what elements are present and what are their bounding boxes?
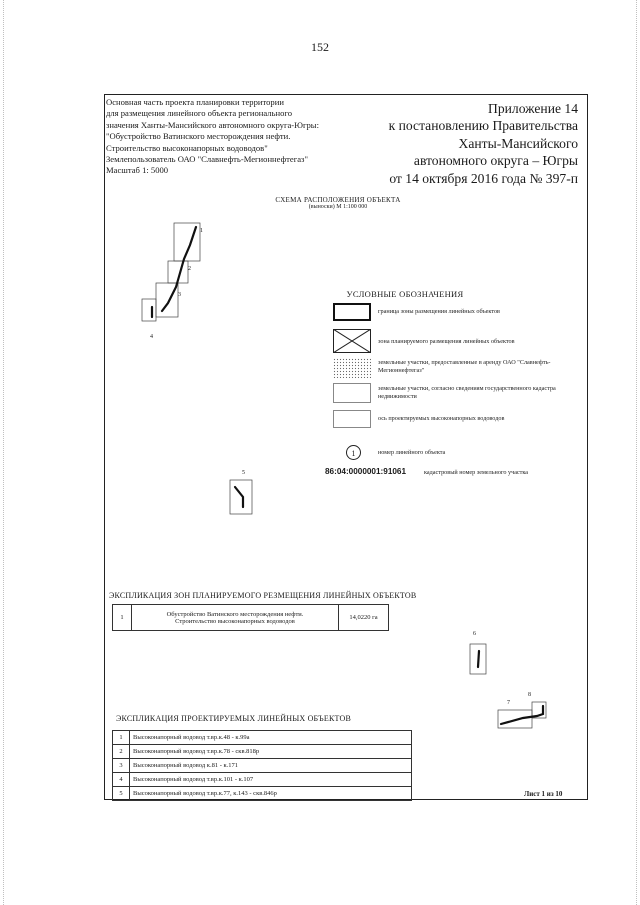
legend-text-cadastral: кадастровый номер земельного участка — [424, 469, 529, 476]
line-num: 2 — [113, 745, 130, 759]
map-label-4: 4 — [150, 334, 153, 340]
table-row — [113, 773, 412, 787]
header-line: значения Ханты-Мансийского автономного округа-Югры: — [106, 119, 319, 130]
pipeline-axis-7-8 — [501, 706, 543, 724]
legend-swatch-lease — [333, 358, 371, 378]
header-line: Строительство высоконапорных водоводов" — [106, 142, 268, 153]
line-num: 5 — [113, 787, 130, 801]
legend-object-number-sample: 1 — [346, 445, 361, 460]
zone-name — [132, 605, 339, 631]
project-header — [106, 97, 376, 177]
fragment-5-map — [229, 479, 253, 515]
header-line: для размещения линейного объекта регионального — [106, 108, 293, 119]
page-number: 152 — [311, 40, 329, 54]
table-row — [113, 605, 389, 631]
table-row — [113, 759, 412, 773]
line-name: Высоконапорный водовод т.вр.к.48 - к.99а — [130, 731, 412, 745]
line-name: Высоконапорный водовод к.81 - к.171 — [130, 759, 412, 773]
map-frame-4 — [142, 299, 156, 321]
appendix-line: к постановлению Правительства — [388, 118, 578, 134]
sheet-number: Лист 1 из 10 — [524, 790, 563, 798]
map-label-2: 2 — [188, 266, 191, 272]
appendix-line: Ханты-Мансийского — [458, 135, 578, 151]
zone-num: 1 — [113, 605, 132, 631]
legend-text-lease: земельные участки, предоставленные в аренду ОАО "Славнефть-Мегионнефтегаз" — [378, 359, 551, 374]
legend-swatch-zone — [333, 329, 371, 353]
table-row — [113, 787, 412, 801]
legend-title: УСЛОВНЫЕ ОБОЗНАЧЕНИЯ — [346, 289, 464, 299]
scan-edge-left — [3, 0, 5, 905]
fragment-label-7: 7 — [507, 700, 510, 706]
legend-swatch-cadastre — [333, 383, 371, 403]
fragment-label-5: 5 — [242, 470, 245, 476]
table-row — [113, 731, 412, 745]
header-line: "Обустройство Ватинского месторождения нефти. — [106, 131, 291, 142]
lines-explication-title: ЭКСПЛИКАЦИЯ ПРОЕКТИРУЕМЫХ ЛИНЕЙНЫХ ОБЪЕКТОВ — [116, 714, 352, 723]
zone-area: 14,0220 га — [339, 605, 389, 631]
fragment-7-8-map — [497, 700, 549, 730]
map-label-1: 1 — [200, 228, 203, 234]
legend-text-cadastre: земельные участки, согласно сведениям государственного кадастра недвижимости — [378, 385, 556, 400]
zones-table — [112, 604, 389, 631]
scan-edge-right — [636, 0, 638, 905]
line-num: 1 — [113, 731, 130, 745]
line-name: Высоконапорный водовод т.вр.к.78 - скв.818р — [130, 745, 412, 759]
line-num: 4 — [113, 773, 130, 787]
legend-text-object-number: номер линейного объекта — [378, 449, 446, 456]
zones-explication-title: ЭКСПЛИКАЦИЯ ЗОН ПЛАНИРУЕМОГО РЕЗМЕЩЕНИЯ ЛИНЕЙНЫХ ОБЪЕКТОВ — [109, 591, 417, 600]
scheme-title: СХЕМА РАСПОЛОЖЕНИЯ ОБЪЕКТА — [275, 196, 401, 204]
zone-name-line1: Обустройство Ватинского месторождения нефти. — [166, 610, 304, 618]
map-label-3: 3 — [178, 292, 181, 298]
header-line: Землепользователь ОАО "Славнефть-Мегионнефтегаз" — [106, 154, 308, 165]
legend-swatch-axis — [333, 410, 371, 428]
legend-text-boundary: граница зоны размещения линейных объектов — [378, 308, 500, 315]
appendix-line: автономного округа – Югры — [413, 153, 578, 169]
zone-name-line2: Строительство высоконапорных водоводов — [175, 617, 295, 625]
line-num: 3 — [113, 759, 130, 773]
fragment-label-8: 8 — [528, 692, 531, 698]
appendix-line: Приложение 14 — [488, 101, 578, 116]
pipeline-axis-6 — [478, 651, 479, 667]
legend-swatch-boundary — [333, 303, 371, 321]
lines-table — [112, 730, 412, 801]
appendix-line: от 14 октября 2016 года № 397-п — [389, 170, 578, 186]
legend-cadastral-sample: 86:04:0000001:91061 — [325, 467, 407, 476]
legend-text-zone: зона планируемого размещения линейных объектов — [378, 338, 515, 345]
fragment-6-map — [469, 643, 487, 675]
line-name: Высоконапорный водовод т.вр.к.77, к.143 - скв.846р — [130, 787, 412, 801]
fragment-label-6: 6 — [473, 631, 476, 637]
legend-text-axis: ось проектируемых высоконапорных водоводов — [378, 415, 505, 422]
header-line: Масштаб 1: 5000 — [106, 165, 169, 176]
appendix-block — [340, 100, 578, 187]
overview-map — [140, 215, 220, 345]
line-name: Высоконапорный водовод т.вр.к.101 - к.107 — [130, 773, 412, 787]
header-line: Основная часть проекта планировки территории — [106, 97, 284, 107]
table-row — [113, 745, 412, 759]
pipeline-axis-5 — [235, 487, 243, 507]
scheme-subtitle: (выноски) М 1:100 000 — [308, 204, 368, 210]
